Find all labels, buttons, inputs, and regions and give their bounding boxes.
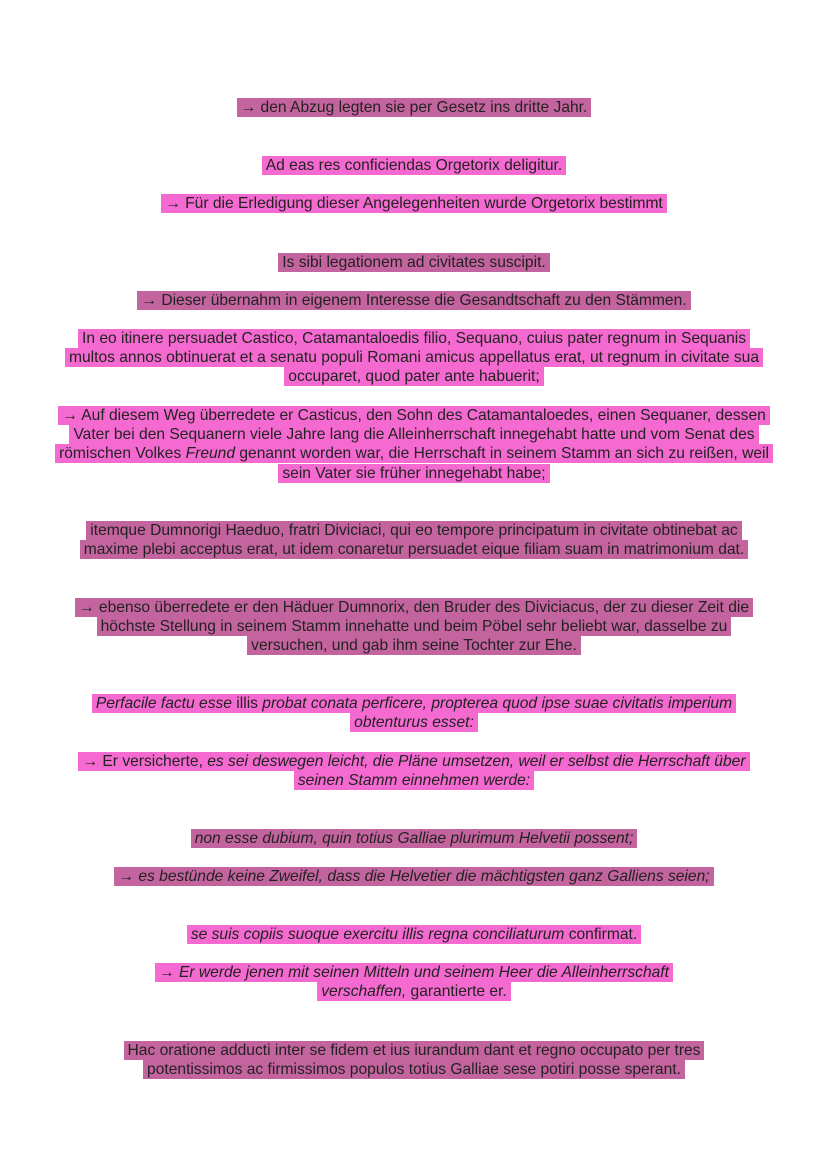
highlighted-text: itemque Dumnorigi Haeduo, fratri Diviciaci, qui eo tempore principatum in civitate obtinebat ac maxime plebi acceptus erat, ut idem conaretur persuadet eique filiam suam in matrimonium dat. — [80, 521, 748, 559]
plain-text-b: illis — [231, 695, 263, 712]
latin-line-2 — [60, 156, 768, 175]
highlighted-text: Ad eas res conficiendas Orgetorix deligitur. — [262, 156, 566, 175]
translation-text-c: genannt worden war, die Herrschaft in seinem Stamm an sich zu reißen, weil sein Vater sie früher innegehabt habe; — [235, 445, 769, 482]
highlighted-text — [78, 752, 749, 790]
latin-paragraph-5 — [60, 521, 768, 559]
highlighted-text — [55, 406, 773, 483]
highlighted-text: → ebenso überredete er den Häduer Dumnorix, den Bruder des Diviciacus, der zu dieser Zeit die höchste Stellung in seinem Stamm innehatte und beim Pöbel sehr beliebt war, dasselbe zu versuchen, und gab ihm seine Tochter zur Ehe. — [75, 598, 753, 655]
translation-paragraph-6 — [60, 752, 768, 790]
latin-line-8 — [60, 925, 768, 944]
translation-line-7 — [60, 867, 768, 886]
highlighted-text — [92, 694, 736, 732]
italic-text-c: probat conata perficere, propterea quod ipse suae civitatis imperium obtenturus esset: — [262, 695, 733, 732]
highlighted-text: Is sibi legationem ad civitates suscipit. — [278, 253, 549, 272]
latin-paragraph-9 — [90, 1041, 738, 1079]
translation-paragraph-8 — [120, 963, 708, 1001]
translation-line-3 — [60, 291, 768, 310]
highlighted-text — [187, 925, 641, 944]
plain-text-a: → Er versicherte, — [82, 753, 208, 770]
translation-line-1 — [60, 98, 768, 117]
highlighted-text: Hac oratione adducti inter se fidem et ius iurandum dant et regno occupato per tres potentissimos ac firmissimos populos totius Galliae sese potiri posse sperant. — [124, 1041, 705, 1079]
plain-text-b: garantierte er. — [406, 983, 507, 1001]
highlighted-text: → Dieser übernahm in eigenem Interesse die Gesandtschaft zu den Stämmen. — [137, 291, 690, 310]
latin-line-3 — [60, 253, 768, 272]
translation-line-2 — [60, 194, 768, 213]
italic-text-a: → Er werde jenen mit seinen Mitteln und seinem Heer die Alleinherrschaft verschaffen, — [159, 964, 669, 1001]
highlighted-text: In eo itinere persuadet Castico, Catamantaloedis filio, Sequano, cuius pater regnum in Sequanis multos annos obtinuerat et a senatu populi Romani amicus appellatus erat, ut regnum in civitate sua occuparet, quod pater ante habuerit; — [65, 329, 763, 386]
italic-text-a: se suis copiis suoque exercitu illis regna conciliaturum — [190, 926, 565, 943]
translation-paragraph-5 — [60, 598, 768, 656]
plain-text-b: confirmat. — [564, 926, 638, 943]
latin-line-7 — [60, 829, 768, 848]
highlighted-text: → Für die Erledigung dieser Angelegenheiten wurde Orgetorix bestimmt — [161, 194, 667, 213]
italic-text-a: Perfacile factu esse — [95, 695, 232, 712]
highlighted-text: → es bestünde keine Zweifel, dass die Helvetier die mächtigsten ganz Galliens seien; — [114, 867, 713, 886]
italic-word-freund: Freund — [185, 445, 236, 463]
highlighted-text: non esse dubium, quin totius Galliae plurimum Helvetii possent; — [191, 829, 638, 848]
translation-paragraph-4 — [54, 406, 774, 483]
translation-text-a: → Auf diesem Weg überredete er Casticus, den Sohn des Catamantaloedes, einen Sequaner, dessen Vater bei den Sequanern viele Jahre lang die Alleinherrschaft innegehabt hatte und vom Senat des römischen Volkes — [59, 407, 766, 463]
latin-paragraph-6 — [60, 694, 768, 732]
highlighted-text — [155, 963, 673, 1001]
latin-paragraph-4 — [60, 329, 768, 387]
italic-text-b: es sei deswegen leicht, die Pläne umsetzen, weil er selbst die Herrschaft über seinen Stamm einnehmen werde: — [207, 753, 746, 790]
highlighted-text: → den Abzug legten sie per Gesetz ins dritte Jahr. — [237, 98, 592, 117]
